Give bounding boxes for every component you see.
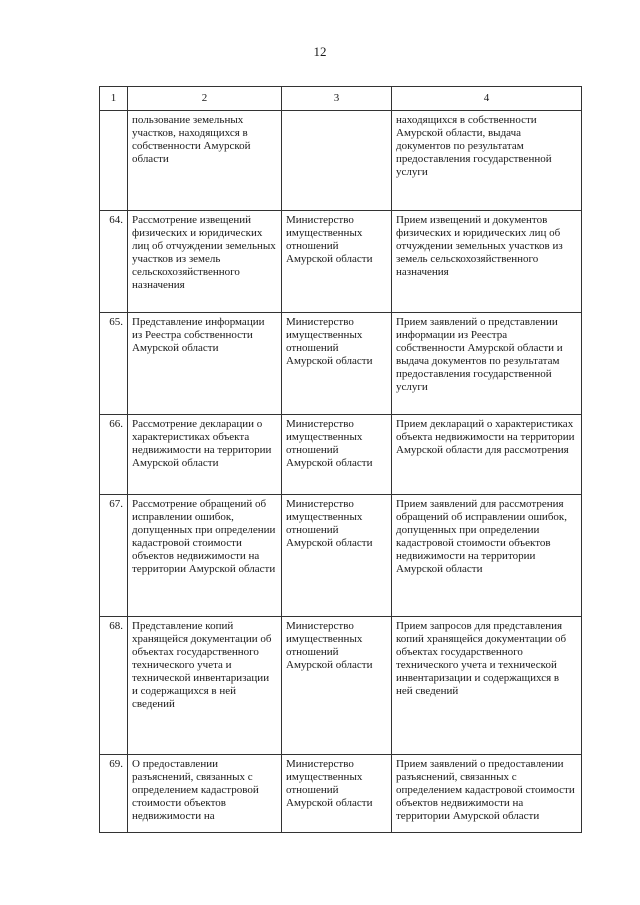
row-number: 68. xyxy=(100,617,128,755)
page-number: 12 xyxy=(313,44,327,59)
action-description: находящихся в собственности Амурской области, выдача документов по результатам предоставления государственной услуги xyxy=(392,111,582,211)
service-name: Рассмотрение декларации о характеристиках объекта недвижимости на территории Амурской области xyxy=(128,415,282,495)
row-number: 64. xyxy=(100,211,128,313)
service-name: О предоставлении разъяснений, связанных с определением кадастровой стоимости объектов недвижимости на xyxy=(128,755,282,833)
header-col-1: 1 xyxy=(100,87,128,111)
agency-name: Министерство имущественных отношений Амурской области xyxy=(282,495,392,617)
row-number: 69. xyxy=(100,755,128,833)
agency-name: Министерство имущественных отношений Амурской области xyxy=(282,415,392,495)
action-description: Прием заявлений о предоставлении разъяснений, связанных с определением кадастровой стоимости объектов недвижимости на территории Амурской области xyxy=(392,755,582,833)
table-row xyxy=(100,313,582,415)
service-name: Представление копий хранящейся документации об объектах государственного технического учета и технической инвентаризации и содержащихся в ней сведений xyxy=(128,617,282,755)
header-col-2: 2 xyxy=(128,87,282,111)
header-col-3: 3 xyxy=(282,87,392,111)
table-row xyxy=(100,111,582,211)
services-table xyxy=(99,86,582,833)
row-number: 66. xyxy=(100,415,128,495)
service-name: пользование земельных участков, находящихся в собственности Амурской области xyxy=(128,111,282,211)
row-number: 67. xyxy=(100,495,128,617)
table-header xyxy=(100,87,582,111)
agency-name: Министерство имущественных отношений Амурской области xyxy=(282,617,392,755)
table-row xyxy=(100,755,582,833)
agency-name xyxy=(282,111,392,211)
header-row xyxy=(100,87,582,111)
row-number xyxy=(100,111,128,211)
action-description: Прием заявлений для рассмотрения обращений об исправлении ошибок, допущенных при определении кадастровой стоимости объектов недвижимости на территории Амурской области xyxy=(392,495,582,617)
service-name: Представление информации из Реестра собственности Амурской области xyxy=(128,313,282,415)
table-row xyxy=(100,211,582,313)
action-description: Прием деклараций о характеристиках объекта недвижимости на территории Амурской области для рассмотрения xyxy=(392,415,582,495)
service-name: Рассмотрение извещений физических и юридических лиц об отчуждении земельных участков из земель сельскохозяйственного назначения xyxy=(128,211,282,313)
header-col-4: 4 xyxy=(392,87,582,111)
agency-name: Министерство имущественных отношений Амурской области xyxy=(282,755,392,833)
table-body xyxy=(100,111,582,833)
table-row xyxy=(100,617,582,755)
action-description: Прием запросов для представления копий хранящейся документации об объектах государственного технического учета и технической инвентаризации и содержащихся в ней сведений xyxy=(392,617,582,755)
row-number: 65. xyxy=(100,313,128,415)
action-description: Прием извещений и документов физических и юридических лиц об отчуждении земельных участков из земель сельскохозяйственного назначения xyxy=(392,211,582,313)
table-row xyxy=(100,415,582,495)
agency-name: Министерство имущественных отношений Амурской области xyxy=(282,313,392,415)
action-description: Прием заявлений о представлении информации из Реестра собственности Амурской области и выдача документов по результатам предоставления государственной услуги xyxy=(392,313,582,415)
table-row xyxy=(100,495,582,617)
agency-name: Министерство имущественных отношений Амурской области xyxy=(282,211,392,313)
service-name: Рассмотрение обращений об исправлении ошибок, допущенных при определении кадастровой стоимости объектов недвижимости на территории Амурской области xyxy=(128,495,282,617)
